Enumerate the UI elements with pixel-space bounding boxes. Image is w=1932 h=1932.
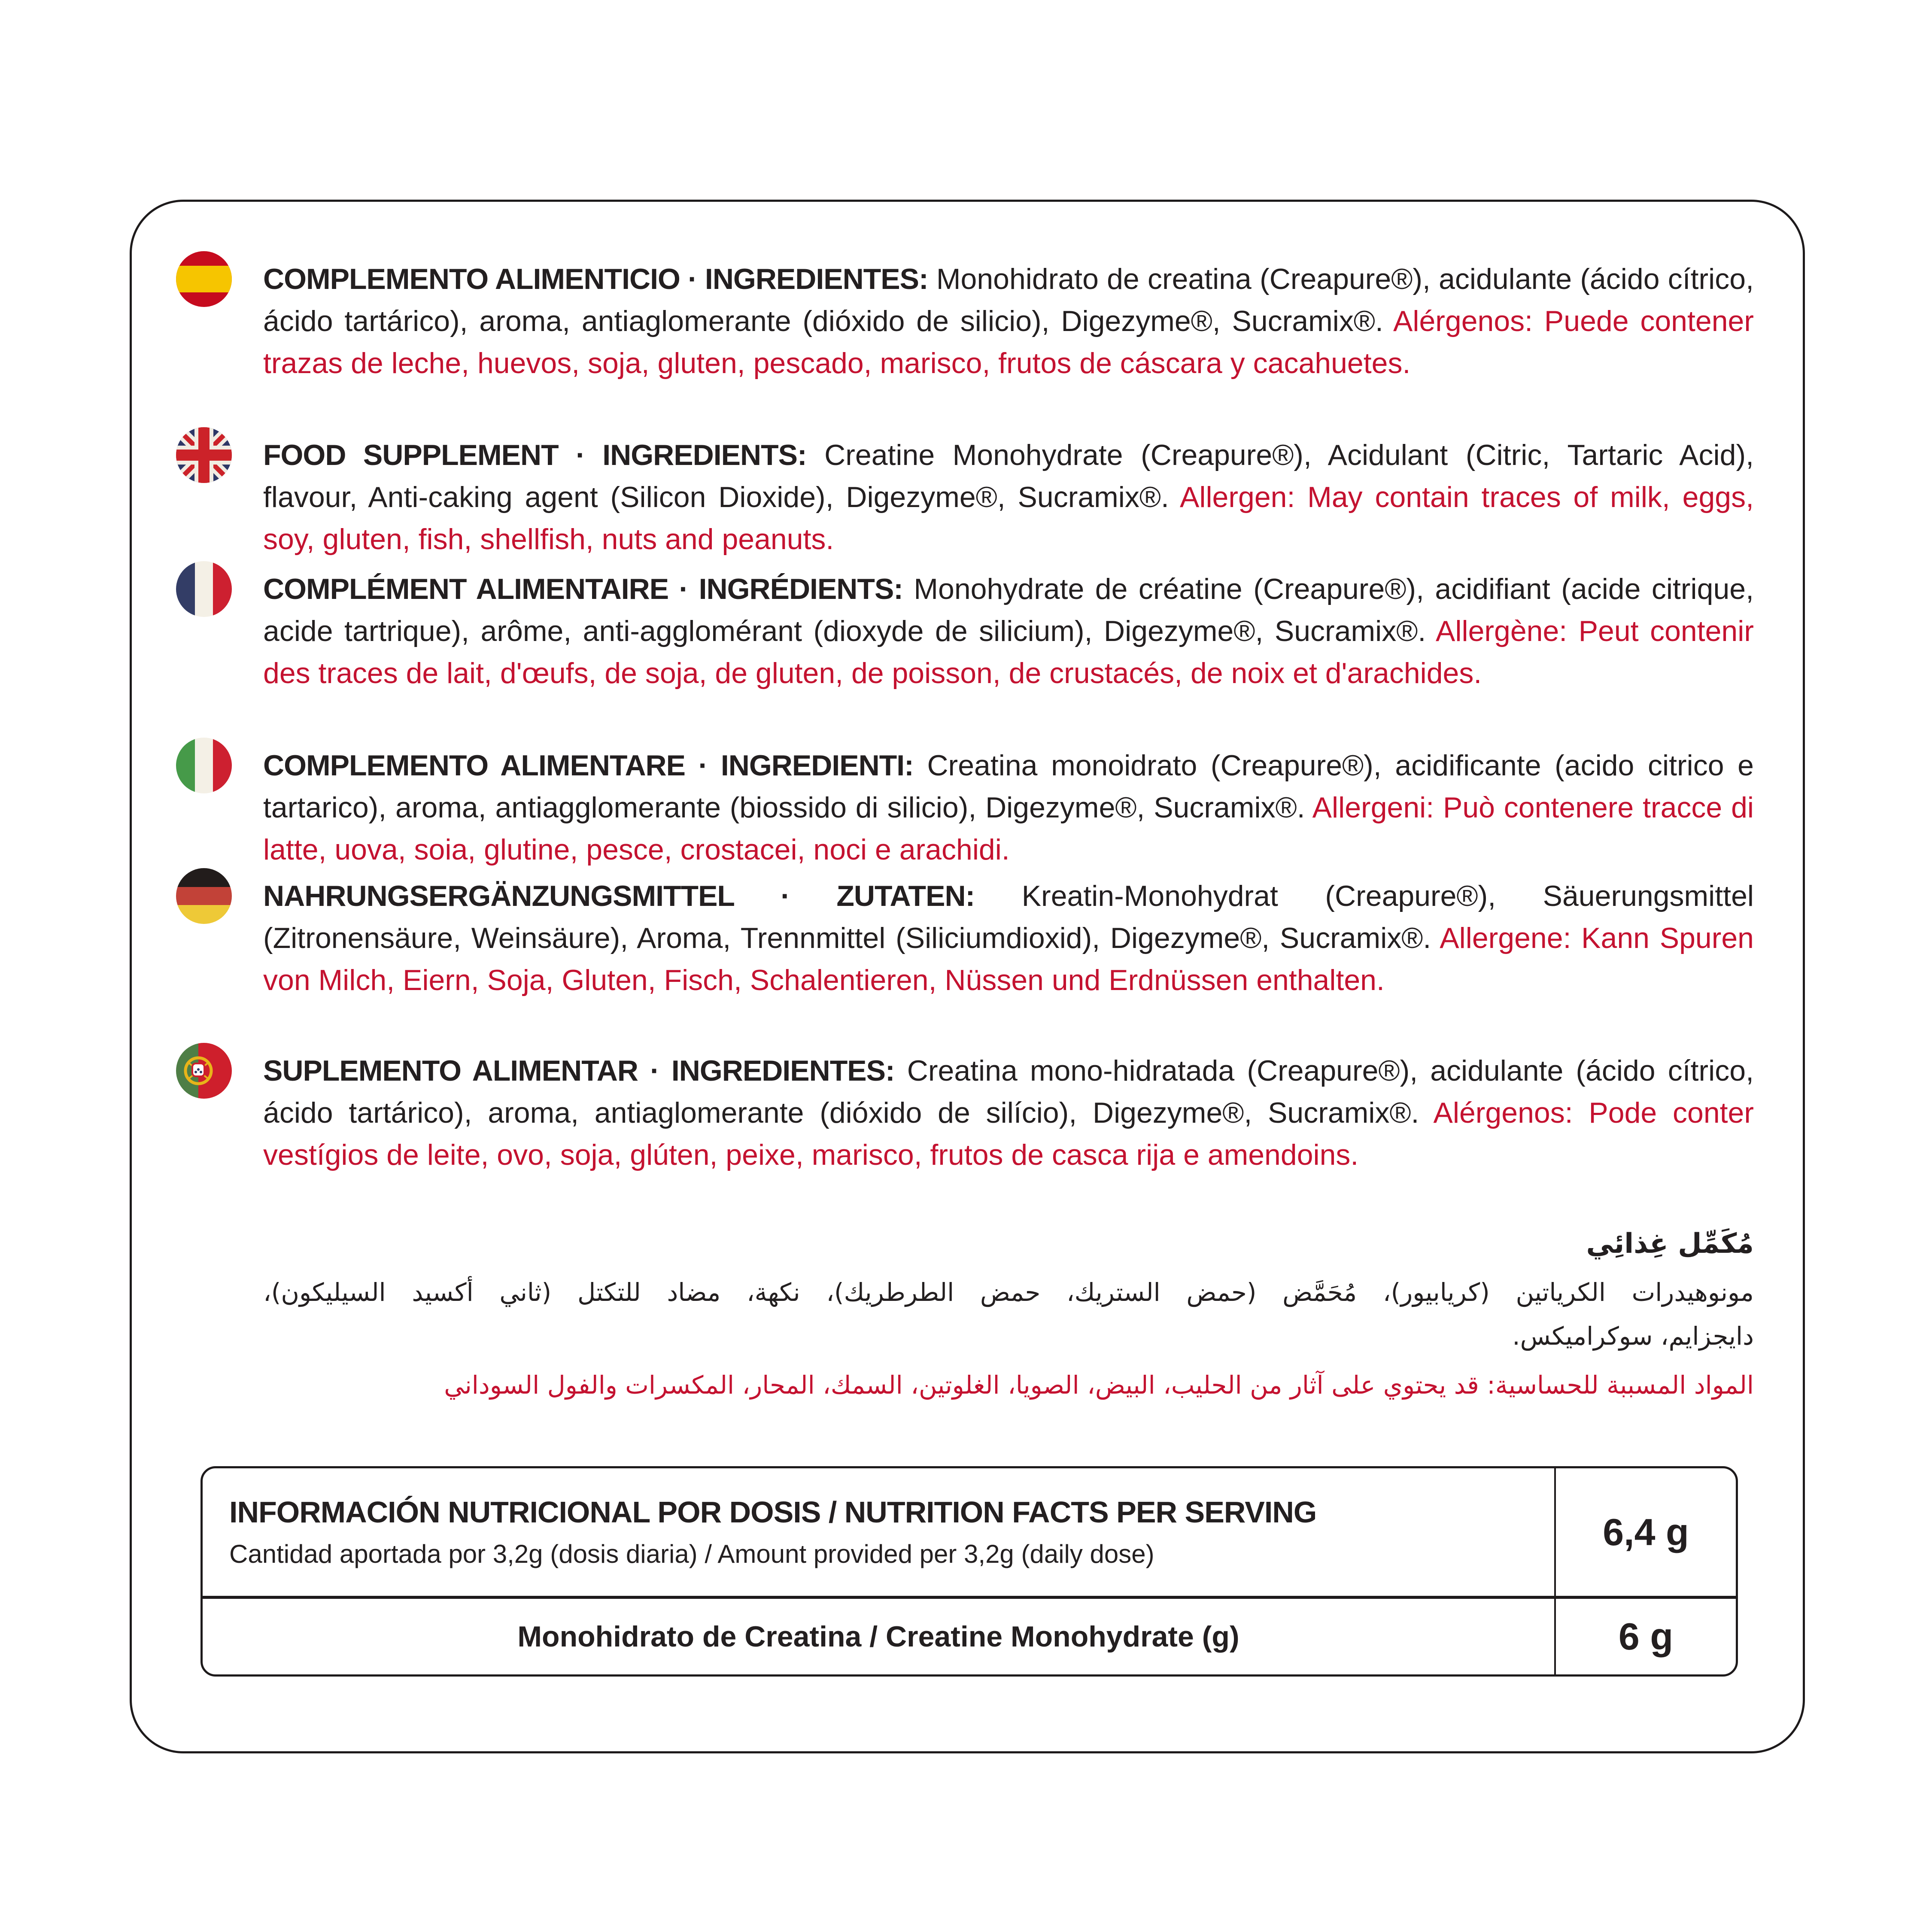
nutrition-header-cell [203, 1468, 1554, 1596]
allergen-text: Allergène: Peut contenir des traces de lait, d'œufs, de soja, de gluten, de poisson, de crustacés, de noix et d'arachides. [263, 615, 1754, 690]
allergen-text: Allergene: Kann Spuren von Milch, Eiern, Soja, Gluten, Fisch, Schalentieren, Nüssen und Erdnüssen enthalten. [263, 922, 1754, 996]
section-heading: COMPLEMENTO ALIMENTARE · INGREDIENTI: [263, 749, 914, 782]
arabic-ingredients-line2: دايجزايم، سوكراميكس. [1512, 1321, 1754, 1351]
creatine-row-label: Monohidrato de Creatina / Creatine Monohydrate (g) [203, 1596, 1554, 1674]
section-heading: NAHRUNGSERGÄNZUNGSMITTEL · ZUTATEN: [263, 880, 975, 912]
italy-flag-icon [176, 738, 232, 793]
portugal-flag-icon [176, 1043, 232, 1099]
ingredients-section-es [263, 258, 1754, 384]
section-body: Kreatin-Monohydrat (Creapure®), Säuerungsmittel (Zitronensäure, Weinsäure), Aroma, Trennmittel (Siliciumdioxid), Digezyme®, Sucramix®. [263, 880, 1754, 954]
section-body: Creatina monoidrato (Creapure®), acidificante (acido citrico e tartarico), aroma, antiagglomerante (biossido di silicio), Digezyme®, Sucramix®. [263, 749, 1754, 824]
ingredients-section-pt [263, 1050, 1754, 1176]
germany-flag-icon [176, 868, 232, 924]
arabic-heading: مُكَمِّل غِذائِي [1586, 1228, 1754, 1260]
ingredients-section-fr [263, 568, 1754, 694]
section-body: Creatina mono-hidratada (Creapure®), acidulante (ácido cítrico, ácido tartárico), aroma, antiaglomerante (dióxido de silício), Digezyme®, Sucramix®. [263, 1054, 1754, 1129]
ingredients-text-fr [263, 568, 1754, 694]
allergen-text: Alérgenos: Puede contener trazas de leche, huevos, soja, gluten, pescado, marisco, frutos de cáscara y cacahuetes. [263, 305, 1754, 380]
ingredients-text-es [263, 258, 1754, 384]
ingredients-text-it [263, 744, 1754, 871]
creatine-row-value: 6 g [1554, 1596, 1736, 1674]
nutrition-facts-table [200, 1466, 1738, 1677]
label-border [130, 200, 1805, 1753]
arabic-ingredients-line1: مونوهيدرات الكرياتين (كريابيور)، مُحَمَّض (حمض الستريك، حمض الطرطريك)، نكهة، مضاد للتكتل (ثاني أكسيد السيليكون)، [263, 1278, 1754, 1307]
section-heading: COMPLÉMENT ALIMENTAIRE · INGRÉDIENTS: [263, 573, 903, 605]
uk-flag-icon [176, 427, 232, 483]
spain-flag-icon [176, 251, 232, 307]
section-body: Creatine Monohydrate (Creapure®), Acidulant (Citric, Tartaric Acid), flavour, Anti-caking agent (Silicon Dioxide), Digezyme®, Sucramix®. [263, 439, 1754, 513]
allergen-text: Alérgenos: Pode conter vestígios de leite, ovo, soja, glúten, peixe, marisco, frutos de casca rija e amendoins. [263, 1097, 1754, 1171]
allergen-text: Allergen: May contain traces of milk, eggs, soy, gluten, fish, shellfish, nuts and peanuts. [263, 481, 1754, 556]
section-body: Monohidrato de creatina (Creapure®), acidulante (ácido cítrico, ácido tartárico), aroma, antiaglomerante (dióxido de silicio), Digezyme®, Sucramix®. [263, 263, 1754, 337]
ingredients-text-pt [263, 1050, 1754, 1176]
section-heading: FOOD SUPPLEMENT · INGREDIENTS: [263, 439, 807, 471]
section-body: Monohydrate de créatine (Creapure®), acidifiant (acide citrique, acide tartrique), arôme, anti-agglomérant (dioxyde de silicium), Digezyme®, Sucramix®. [263, 573, 1754, 647]
ingredients-section-ar [263, 1228, 1754, 1400]
nutrition-subtitle: Cantidad aportada por 3,2g (dosis diaria) / Amount provided per 3,2g (daily dose) [229, 1540, 1154, 1568]
nutrition-title: INFORMACIÓN NUTRICIONAL POR DOSIS / NUTRITION FACTS PER SERVING [229, 1495, 1317, 1529]
section-heading: COMPLEMENTO ALIMENTICIO · INGREDIENTES: [263, 263, 928, 295]
label-content [132, 202, 1803, 1751]
ingredients-text-en [263, 434, 1754, 560]
ingredients-section-en [263, 434, 1754, 560]
section-heading: SUPLEMENTO ALIMENTAR · INGREDIENTES: [263, 1054, 895, 1087]
arabic-allergen-text: المواد المسببة للحساسية: قد يحتوي على آثار من الحليب، البيض، الصويا، الغلوتين، السمك، المحار، المكسرات والفول السوداني [444, 1370, 1754, 1400]
serving-size-value: 6,4 g [1554, 1468, 1736, 1596]
ingredients-section-de [263, 875, 1754, 1001]
allergen-text: Allergeni: Può contenere tracce di latte, uova, soia, glutine, pesce, crostacei, noci e arachidi. [263, 791, 1754, 866]
ingredients-section-it [263, 744, 1754, 871]
france-flag-icon [176, 561, 232, 617]
ingredients-text-de [263, 875, 1754, 1001]
